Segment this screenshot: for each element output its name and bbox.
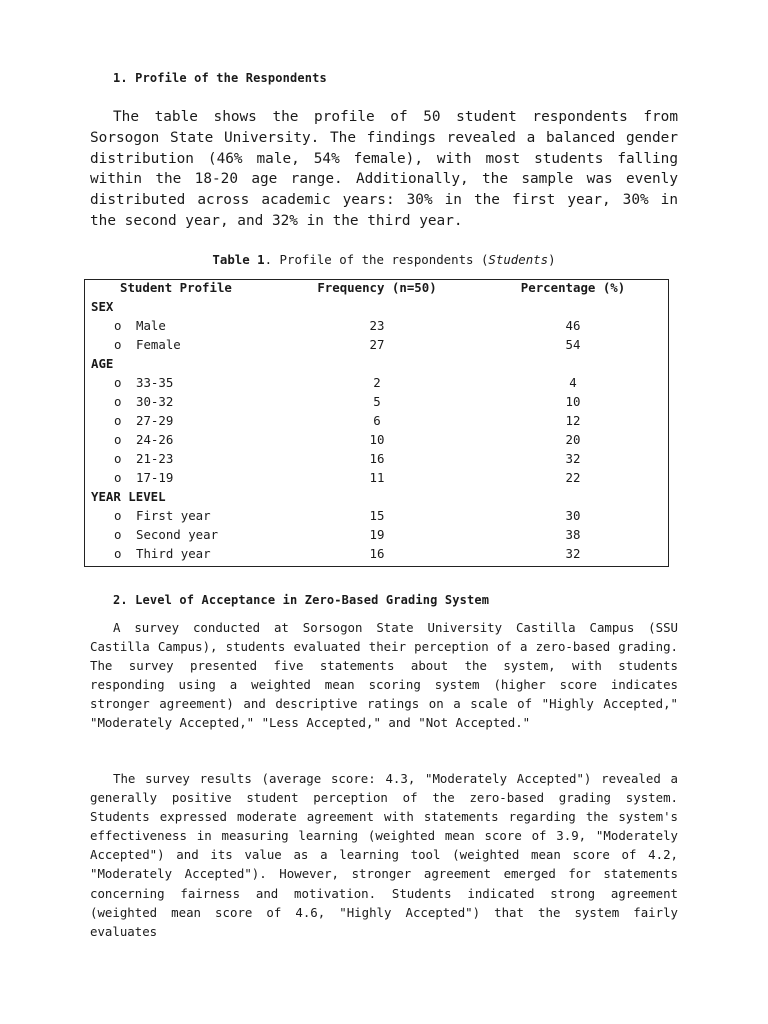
row-percentage: 10 — [565, 394, 581, 409]
row-label: Male — [136, 318, 166, 333]
row-label: Third year — [136, 546, 211, 561]
bullet-marker: o — [114, 318, 122, 333]
row-frequency: 27 — [369, 337, 385, 352]
row-percentage: 46 — [565, 318, 581, 333]
table-caption-text: . Profile of the respondents ( — [264, 252, 489, 267]
row-label: Second year — [136, 527, 219, 542]
section-1-paragraph: The table shows the profile of 50 student respondents from Sorsogon State University. The findings revealed a balanced gender distribution (46% male, 54% female), with most students falling within the 18-20 age range. Additionally, the sample was evenly distributed across academic years: 30% in the first year, 30% in the second year, and 32% in the third year. — [90, 109, 678, 229]
table-row — [85, 394, 670, 413]
row-frequency: 2 — [373, 375, 381, 390]
table-row — [85, 508, 670, 527]
table-row — [85, 432, 670, 451]
row-percentage: 4 — [569, 375, 577, 390]
row-frequency: 6 — [373, 413, 381, 428]
row-label: 33-35 — [136, 375, 174, 390]
table-caption-italic: Students — [488, 252, 549, 267]
row-frequency: 5 — [373, 394, 381, 409]
row-percentage: 32 — [565, 451, 581, 466]
header-student-profile: Student Profile — [120, 280, 232, 295]
table-caption-end: ) — [548, 252, 556, 267]
row-label: Female — [136, 337, 181, 352]
category-row-sex — [85, 299, 670, 318]
table-row — [85, 375, 670, 394]
row-frequency: 23 — [369, 318, 385, 333]
table-row — [85, 337, 670, 356]
section-2-heading: 2. Level of Acceptance in Zero-Based Grading System — [113, 593, 490, 607]
row-frequency: 19 — [369, 527, 385, 542]
row-percentage: 32 — [565, 546, 581, 561]
category-label: AGE — [91, 356, 114, 371]
section-2-paragraph-2: The survey results (average score: 4.3, "Moderately Accepted") revealed a generally positive student perception of the zero-based grading system. Students expressed moderate agreement with statements regarding the system's effectiveness in measuring learning (weighted mean score of 3.9, "Moderately Accepted") and its value as a learning tool (weighted mean score of 4.2, "Moderately Accepted"). However, stronger agreement emerged for statements concerning fairness and motivation. Students indicated strong agreement (weighted mean score of 4.6, "Highly Accepted") that the system fairly evaluates — [90, 771, 678, 939]
row-label: 17-19 — [136, 470, 174, 485]
row-percentage: 12 — [565, 413, 581, 428]
row-percentage: 20 — [565, 432, 581, 447]
profile-table — [84, 279, 669, 567]
row-percentage: 54 — [565, 337, 581, 352]
section-1-heading: 1. Profile of the Respondents — [113, 71, 327, 85]
row-percentage: 30 — [565, 508, 581, 523]
bullet-marker: o — [114, 508, 122, 523]
category-row-year-level — [85, 489, 670, 508]
table-row — [85, 413, 670, 432]
row-percentage: 22 — [565, 470, 581, 485]
bullet-marker: o — [114, 451, 122, 466]
row-percentage: 38 — [565, 527, 581, 542]
header-percentage: Percentage (%) — [520, 280, 626, 295]
row-frequency: 11 — [369, 470, 385, 485]
bullet-marker: o — [114, 394, 122, 409]
header-frequency: Frequency (n=50) — [317, 280, 437, 295]
row-frequency: 10 — [369, 432, 385, 447]
row-label: 30-32 — [136, 394, 174, 409]
bullet-marker: o — [114, 527, 122, 542]
bullet-marker: o — [114, 546, 122, 561]
table-row — [85, 470, 670, 489]
category-label: YEAR LEVEL — [91, 489, 166, 504]
table-row — [85, 546, 670, 565]
row-frequency: 16 — [369, 546, 385, 561]
row-label: First year — [136, 508, 211, 523]
table-caption-label: Table 1 — [212, 252, 265, 267]
table-header-row — [85, 280, 670, 299]
row-frequency: 15 — [369, 508, 385, 523]
row-label: 24-26 — [136, 432, 174, 447]
table-row — [85, 451, 670, 470]
bullet-marker: o — [114, 337, 122, 352]
row-label: 21-23 — [136, 451, 174, 466]
bullet-marker: o — [114, 413, 122, 428]
bullet-marker: o — [114, 470, 122, 485]
table-row — [85, 318, 670, 337]
table-row — [85, 527, 670, 546]
table-caption — [0, 252, 768, 267]
row-label: 27-29 — [136, 413, 174, 428]
section-2-paragraph-1: A survey conducted at Sorsogon State University Castilla Campus (SSU Castilla Campus), students evaluated their perception of a zero-based grading. The survey presented five statements about the system, with students responding using a weighted mean scoring system (higher score indicates stronger agreement) and descriptive ratings on a scale of "Highly Accepted," "Moderately Accepted," "Less Accepted," and "Not Accepted." — [90, 620, 678, 731]
bullet-marker: o — [114, 432, 122, 447]
row-frequency: 16 — [369, 451, 385, 466]
bullet-marker: o — [114, 375, 122, 390]
category-row-age — [85, 356, 670, 375]
category-label: SEX — [91, 299, 114, 314]
